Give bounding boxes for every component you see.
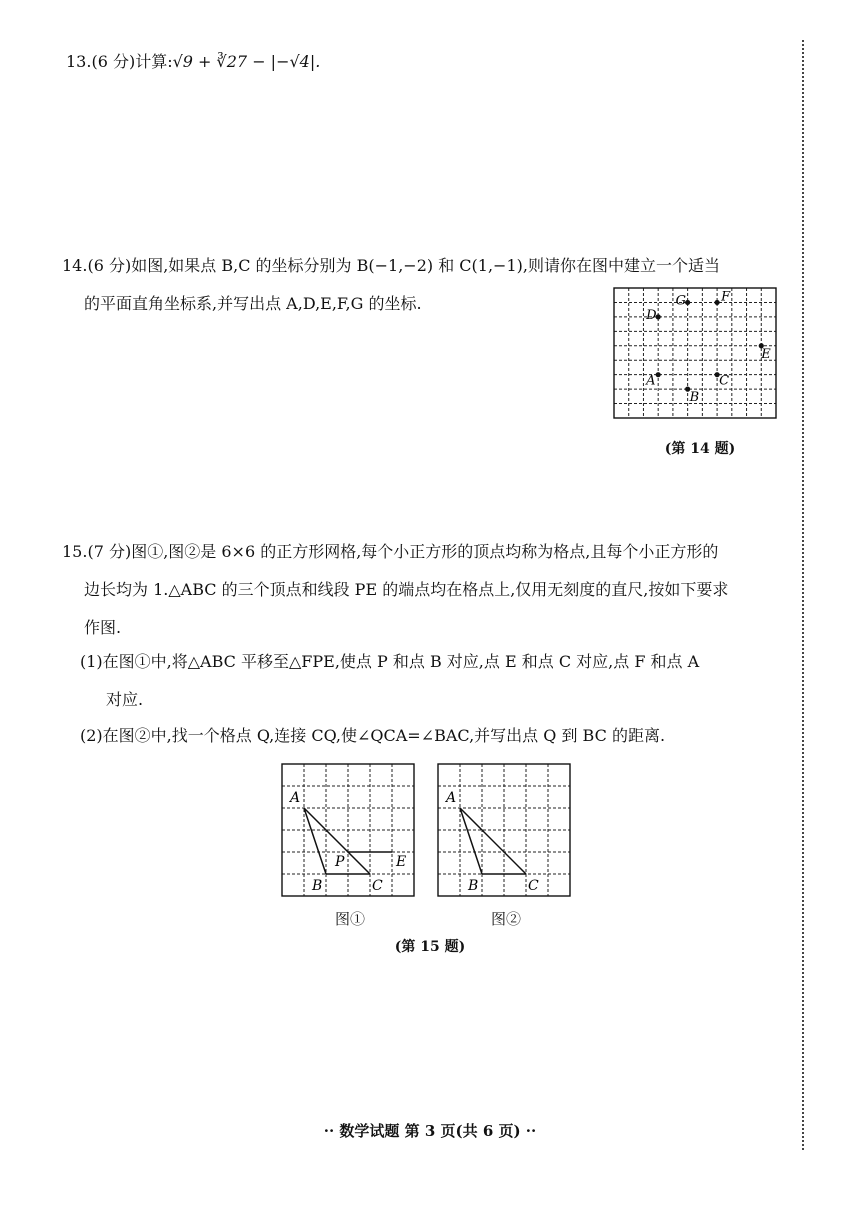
figure-14-caption: (第 14 题) — [664, 441, 736, 457]
figure-15-2 — [436, 762, 576, 902]
question-15-line2: 边长均为 1.△ABC 的三个顶点和线段 PE 的端点均在格点上,仅用无刻度的直尺,按如下要求 — [84, 580, 729, 599]
label-g: G — [675, 293, 687, 309]
label-f: F — [721, 289, 731, 305]
label-a: A — [446, 790, 457, 806]
label-c: C — [372, 878, 383, 894]
binding-margin-rule — [802, 40, 804, 1150]
question-15-part1-line2: 对应. — [106, 690, 144, 709]
point-a — [656, 372, 661, 377]
label-b: B — [689, 390, 700, 406]
label-b: B — [312, 878, 323, 894]
label-p: P — [335, 854, 345, 870]
figure-15-2-label: 图② — [490, 910, 521, 928]
label-e: E — [396, 854, 407, 870]
side-ab — [460, 808, 482, 874]
figure-15-1 — [280, 762, 420, 902]
label-b: B — [468, 878, 479, 894]
label-a: A — [290, 790, 301, 806]
question-15-part1-line1: (1)在图①中,将△ABC 平移至△FPE,使点 P 和点 B 对应,点 E 和点 C 对应,点 F 和点 A — [80, 652, 700, 671]
page-footer: ·· 数学试题 第 3 页(共 6 页) ·· — [323, 1122, 537, 1140]
question-14-line2: 的平面直角坐标系,并写出点 A,D,E,F,G 的坐标. — [84, 294, 422, 313]
side-ac — [460, 808, 526, 874]
label-c: C — [719, 373, 730, 389]
label-c: C — [528, 878, 539, 894]
question-13 — [66, 52, 320, 73]
label-d: D — [646, 307, 657, 323]
q13-label: 13.(6 分)计算: — [66, 52, 173, 71]
figure-15-caption: (第 15 题) — [394, 939, 466, 955]
point-f — [714, 300, 719, 305]
label-e: E — [761, 346, 771, 362]
label-a: A — [646, 373, 656, 389]
figure-15-1-label: 图① — [334, 910, 365, 928]
question-14-line1: 14.(6 分)如图,如果点 B,C 的坐标分别为 B(−1,−2) 和 C(1,−1),则请你在图中建立一个适当 — [62, 256, 720, 275]
figure-14-grid — [612, 286, 782, 426]
question-15-line3: 作图. — [84, 618, 122, 637]
question-15-part2: (2)在图②中,找一个格点 Q,连接 CQ,使∠QCA=∠BAC,并写出点 Q 到 BC 的距离. — [80, 726, 666, 745]
q13-expression: √9 + ∛27 − |−√4|. — [172, 52, 321, 71]
side-ab — [304, 808, 326, 874]
question-15-line1: 15.(7 分)图①,图②是 6×6 的正方形网格,每个小正方形的顶点均称为格点,且每个小正方形的 — [62, 542, 719, 561]
